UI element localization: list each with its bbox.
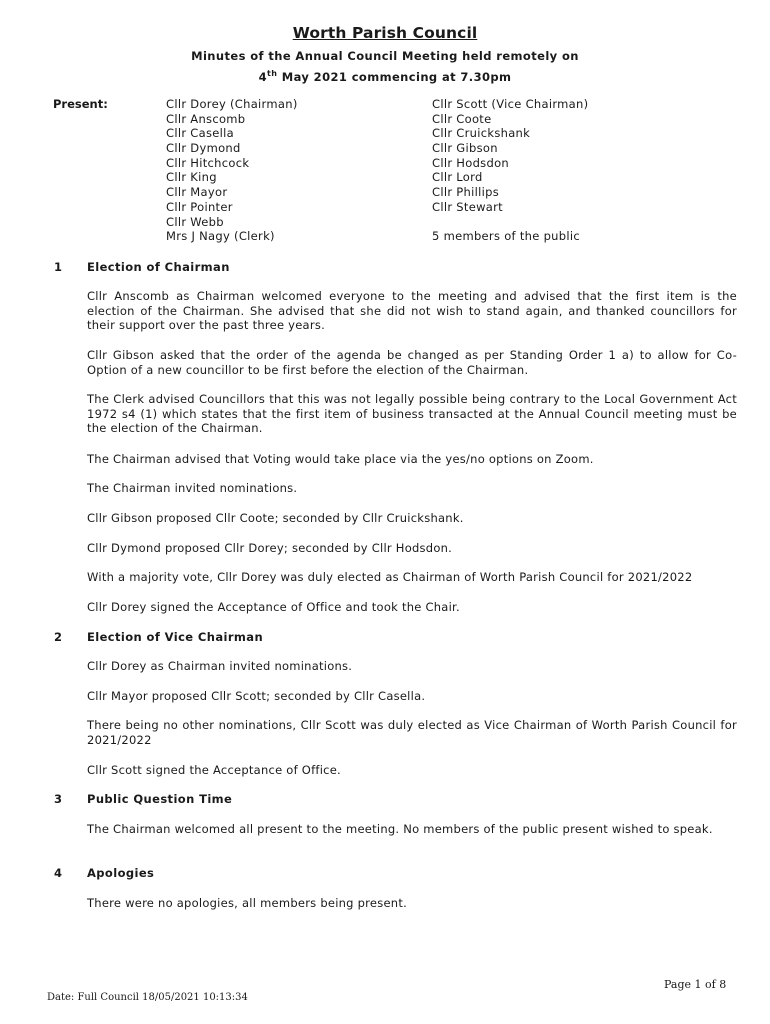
attendee: Cllr Coote <box>432 111 492 126</box>
attendee: Cllr Hodsdon <box>432 155 510 170</box>
paragraph: With a majority vote, Cllr Dorey was duly elected as Chairman of Worth Parish Council for 2021/2022 <box>87 570 693 584</box>
section-number: 1 <box>54 260 63 274</box>
paragraph: The Chairman advised that Voting would take place via the yes/no options on Zoom. <box>87 452 594 466</box>
attendee: Cllr Phillips <box>432 185 499 200</box>
attendee: Cllr Gibson <box>432 141 498 156</box>
paragraph: Cllr Dymond proposed Cllr Dorey; seconded by Cllr Hodsdon. <box>87 541 453 555</box>
section-title: Election of Chairman <box>87 260 230 274</box>
attendee: Cllr Pointer <box>166 199 233 214</box>
attendee-blank <box>432 215 588 230</box>
section-number: 4 <box>54 866 63 880</box>
attendee: Cllr Lord <box>432 170 483 185</box>
present-list-left <box>166 97 298 244</box>
attendee: Mrs J Nagy (Clerk) <box>166 229 275 244</box>
paragraph: Cllr Dorey signed the Acceptance of Office and took the Chair. <box>87 600 460 614</box>
subtitle-day: 4 <box>258 69 267 84</box>
public-attendance: 5 members of the public <box>432 229 580 244</box>
page-number: Page 1 of 8 <box>664 978 727 991</box>
section-title: Election of Vice Chairman <box>87 630 264 644</box>
attendee: Cllr Stewart <box>432 199 503 214</box>
footer-date: Date: Full Council 18/05/2021 10:13:34 <box>47 992 248 1003</box>
paragraph: The Chairman invited nominations. <box>87 481 298 495</box>
paragraph: Cllr Dorey as Chairman invited nominations. <box>87 659 353 673</box>
attendee: Cllr Scott (Vice Chairman) <box>432 97 589 111</box>
paragraph: There being no other nominations, Cllr Scott was duly elected as Vice Chairman of Worth Parish Council for 2021/2022 <box>87 718 737 747</box>
paragraph: The Chairman welcomed all present to the meeting. No members of the public present wished to speak. <box>87 822 713 836</box>
attendee: Cllr Dorey (Chairman) <box>166 97 298 111</box>
paragraph: Cllr Anscomb as Chairman welcomed everyone to the meeting and advised that the first item is the election of the Chairman. She advised that she did not wish to stand again, and thanked councillors for their support over the past three years. <box>87 289 737 333</box>
subtitle-line-2 <box>0 65 770 86</box>
attendee: Cllr Dymond <box>166 141 241 156</box>
attendee: Cllr Cruickshank <box>432 126 531 141</box>
document-subtitle <box>0 48 770 86</box>
paragraph: The Clerk advised Councillors that this was not legally possible being contrary to the Local Government Act 1972 s4 (1) which states that the first item of business transacted at the Annual Council meeting must be the election of the Chairman. <box>87 392 737 436</box>
present-list-right <box>432 97 588 244</box>
section-title: Public Question Time <box>87 792 233 806</box>
present-label: Present: <box>53 97 108 111</box>
subtitle-line-1: Minutes of the Annual Council Meeting held remotely on <box>191 49 579 63</box>
attendee: Cllr Mayor <box>166 185 228 200</box>
paragraph: Cllr Scott signed the Acceptance of Office. <box>87 763 341 777</box>
attendee: Cllr Casella <box>166 126 234 141</box>
paragraph: Cllr Gibson asked that the order of the agenda be changed as per Standing Order 1 a) to allow for Co-Option of a new councillor to be first before the election of the Chairman. <box>87 348 737 377</box>
attendee: Cllr Anscomb <box>166 111 246 126</box>
subtitle-day-suffix: th <box>267 69 278 78</box>
document-title: Worth Parish Council <box>292 24 478 42</box>
subtitle-rest: May 2021 commencing at 7.30pm <box>277 69 512 84</box>
section-number: 2 <box>54 630 63 644</box>
attendee: Cllr King <box>166 170 217 185</box>
paragraph: Cllr Gibson proposed Cllr Coote; seconded by Cllr Cruickshank. <box>87 511 464 525</box>
section-title: Apologies <box>87 866 155 880</box>
section-number: 3 <box>54 792 63 806</box>
paragraph: There were no apologies, all members being present. <box>87 896 408 910</box>
attendee: Cllr Hitchcock <box>166 155 250 170</box>
paragraph: Cllr Mayor proposed Cllr Scott; seconded by Cllr Casella. <box>87 689 426 703</box>
attendee: Cllr Webb <box>166 214 224 229</box>
